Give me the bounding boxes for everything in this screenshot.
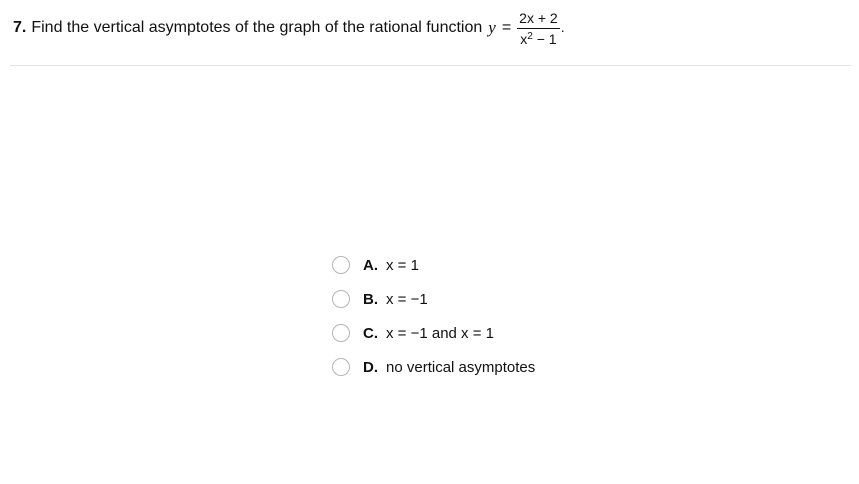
option-text: x = 1	[386, 256, 419, 274]
answer-options	[332, 254, 535, 390]
fraction-numerator: 2x + 2	[517, 11, 560, 29]
option-letter: A.	[363, 256, 378, 274]
function-variable: y	[488, 18, 496, 37]
denominator-exponent: 2	[527, 30, 533, 42]
question-divider	[10, 65, 851, 66]
question-prompt	[13, 8, 565, 48]
denominator-base: x	[520, 30, 528, 47]
radio-button-a[interactable]	[332, 256, 350, 274]
option-text: x = −1	[386, 290, 428, 308]
question-end-punctuation: .	[560, 19, 565, 35]
rational-function-fraction	[517, 11, 560, 46]
option-text: x = −1 and x = 1	[386, 324, 494, 342]
radio-button-d[interactable]	[332, 358, 350, 376]
question-number: 7.	[13, 19, 27, 36]
option-a[interactable]	[332, 254, 535, 276]
option-b[interactable]	[332, 288, 535, 310]
radio-button-c[interactable]	[332, 324, 350, 342]
option-letter: D.	[363, 358, 378, 376]
fraction-denominator	[518, 29, 558, 46]
radio-button-b[interactable]	[332, 290, 350, 308]
option-letter: B.	[363, 290, 378, 308]
option-text: no vertical asymptotes	[386, 358, 536, 376]
equals-sign: =	[501, 19, 512, 36]
question-text: Find the vertical asymptotes of the graph of the rational function	[31, 19, 483, 36]
option-c[interactable]	[332, 322, 535, 344]
denominator-rest: − 1	[532, 30, 557, 47]
option-letter: C.	[363, 324, 378, 342]
option-d[interactable]	[332, 356, 535, 378]
